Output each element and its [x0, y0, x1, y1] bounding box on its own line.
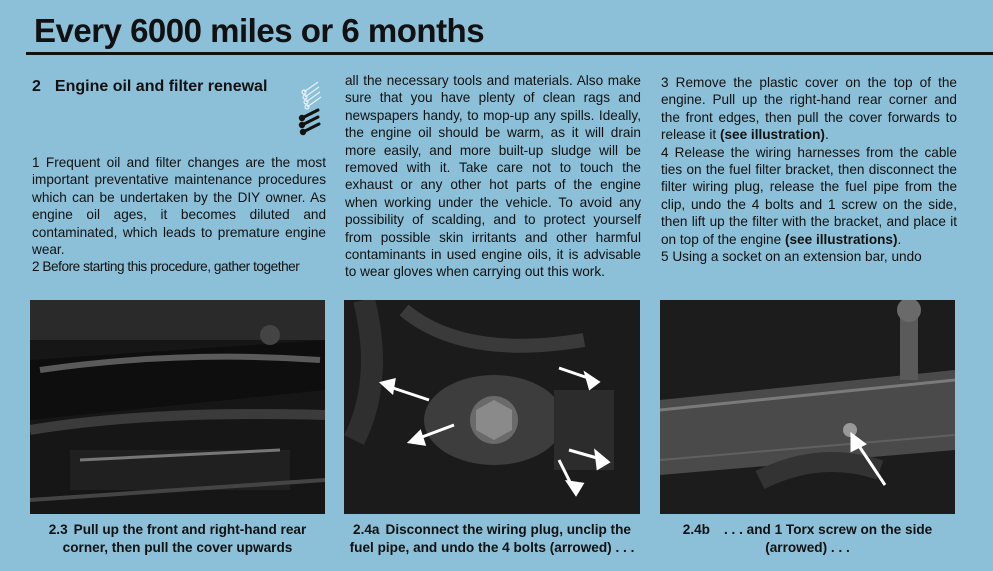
paragraph-4	[661, 144, 957, 248]
caption-text: . . . and 1 Torx screw on the side (arrowed) . . .	[723, 522, 933, 555]
wrench-icon	[296, 78, 326, 140]
paragraph-2-start: 2 Before starting this procedure, gather together	[32, 259, 300, 275]
page-title: Every 6000 miles or 6 months	[34, 12, 485, 49]
section-title-text: Engine oil and filter renewal	[54, 78, 268, 95]
header-rule	[26, 52, 993, 55]
paragraph-1: 1 Frequent oil and filter changes are the most important preventative maintenance procedures which can be undertaken by the DIY owner. As engine oil ages, it becomes diluted and contaminated, which leads to premature engine wear.	[32, 155, 326, 258]
section-title	[32, 78, 267, 95]
column-2	[345, 72, 641, 281]
caption-2-4a	[344, 521, 640, 557]
paragraph-4-end: .	[897, 231, 902, 247]
column-1	[32, 70, 326, 276]
section-number: 2	[32, 78, 41, 95]
caption-number: 2.3	[48, 522, 68, 537]
caption-text: Disconnect the wiring plug, unclip the fuel pipe, and undo the 4 bolts (arrowed) . . .	[349, 522, 635, 555]
paragraph-5: 5 Using a socket on an extension bar, undo	[661, 249, 922, 265]
paragraph-3-end: .	[824, 127, 829, 143]
caption-2-3	[30, 521, 325, 557]
caption-text: Pull up the front and right-hand rear corner, then pull the cover upwards	[62, 522, 307, 555]
paragraph-2-continued: all the necessary tools and materials. Also make sure that you have plenty of clean rags and newspapers handy, to mop-up any spills. Ideally, the engine oil should be warm, as it will drain more easily, and more built-up sludge will be removed with it. Take care not to touch the exhaust or any other hot parts of the engine when working under the vehicle. To avoid any possibility of scalding, and to protect yourself from possible skin irritants and other harmful contaminants in used engine oils, it is advisable to wear gloves when carrying out this work.	[345, 73, 641, 280]
section-heading	[32, 70, 326, 154]
caption-number: 2.4b	[682, 522, 710, 537]
paragraph-3-text: 3 Remove the plastic cover on the top of the engine. Pull up the right-hand rear corner and the front edges, then pull the cover forwards to release it	[661, 75, 957, 143]
photo-torx-screw	[660, 300, 955, 514]
paragraph-4-ref: (see illustrations)	[784, 231, 898, 247]
paragraph-3	[661, 74, 957, 144]
caption-2-4b	[660, 521, 955, 557]
photo-fuel-filter	[344, 300, 640, 514]
caption-number: 2.4a	[353, 522, 380, 537]
page-header	[0, 0, 993, 58]
column-3	[661, 74, 957, 265]
photo-engine-cover	[30, 300, 325, 514]
paragraph-4-text: 4 Release the wiring harnesses from the cable ties on the fuel filter bracket, then disconnect the filter wiring plug, release the fuel pipe from the clip, undo the 4 bolts and 1 screw on the side, then lift up the filter with the bracket, and place it on top of the engine	[661, 144, 957, 247]
paragraph-3-ref: (see illustration)	[719, 127, 825, 143]
